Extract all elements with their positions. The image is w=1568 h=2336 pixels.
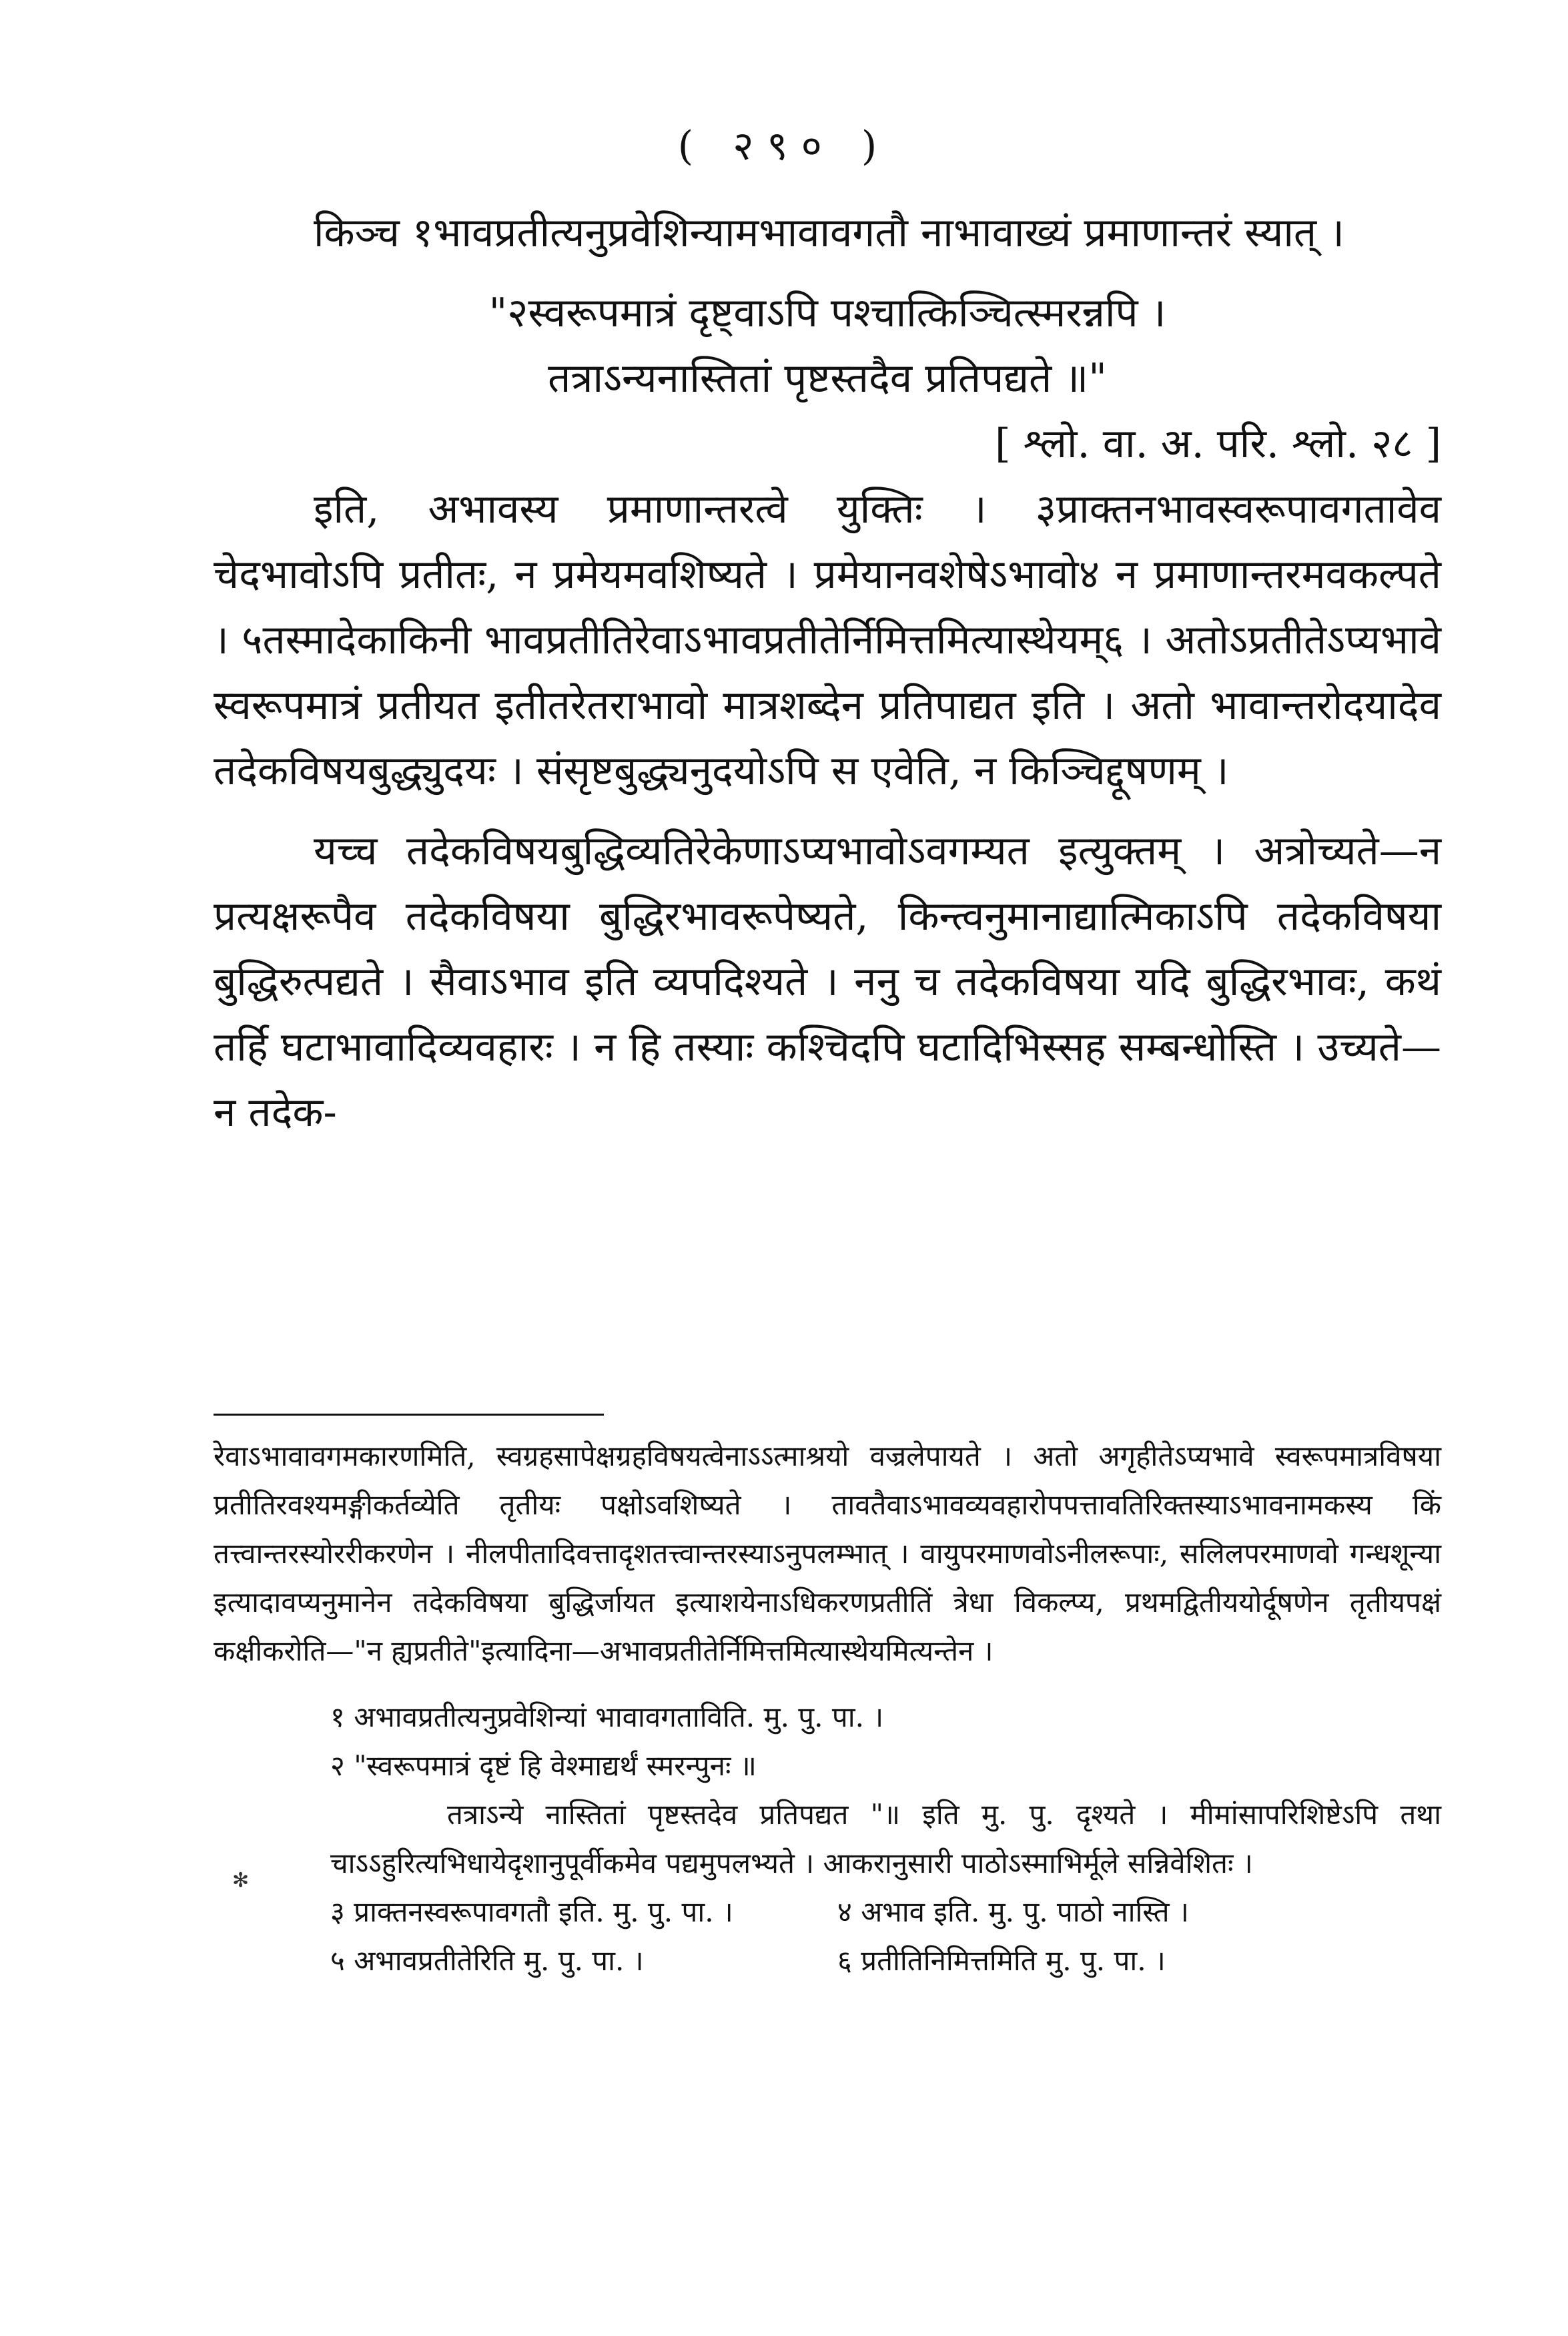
paragraph-2: इति, अभावस्य प्रमाणान्तरत्वे युक्तिः । ३प्राक्तनभावस्वरूपावगतावेव चेदभावोऽपि प्रतीतः, न प्रमेयमवशिष्यते । प्रमेयानवशेषेऽभावो४ न प्रमाणान्तरमवकल्पते । ५तस्मादेकाकिनी भावप्रतीतिरेवाऽभावप्रतीतेर्निमित्तमित्यास्थेयम्६ । अतोऽप्रतीतेऽप्यभावे स्वरूपमात्रं प्रतीयत इतीतरेतराभावो मात्रशब्देन प्रतिपाद्यत इति । अतो भावान्तरोदयादेव तदेकविषयबुद्ध्युदयः । संसृष्टबुद्ध्यनुदयोऽपि स एवेति, न किञ्चिद्दूषणम् । <box>214 486 1441 794</box>
footnote-6: ६ प्रतीतिनिमित्तमिति मु. पु. पा. । <box>837 1944 1166 1977</box>
paragraph-3: यच्च तदेकविषयबुद्धिव्यतिरेकेणाऽप्यभावोऽवगम्यत इत्युक्तम् । अत्रोच्यते—न प्रत्यक्षरूपैव तदेकविषया बुद्धिरभावरूपेष्यते, किन्त्वनुमानाद्यात्मिकाऽपि तदेकविषया बुद्धिरुत्पद्यते । सैवाऽभाव इति व्यपदिश्यते । ननु च तदेकविषया यदि बुद्धिरभावः, कथं तर्हि घटाभावादिव्यवहारः । न हि तस्याः कश्चिदपि घटादिभिस्सह सम्बन्धोस्ति । उच्यते—न तदेक- <box>214 828 1441 1136</box>
verse-citation: [ श्लो. वा. अ. परि. श्लो. २८ ] <box>995 420 1441 467</box>
paragraph-1: किञ्च १भावप्रतीत्यनुप्रवेशिन्यामभावावगतौ नाभावाख्यं प्रमाणान्तरं स्यात् । <box>314 210 1344 256</box>
ink-smudge-icon: ✻ <box>232 1869 250 1892</box>
footnote-5: ५ अभावप्रतीतेरिति मु. पु. पा. । <box>330 1944 644 1977</box>
commentary-continuation: रेवाऽभावावगमकारणमिति, स्वग्रहसापेक्षग्रहविषयत्वेनाऽऽत्माश्रयो वज्रलेपायते । अतो अगृहीतेऽप्यभावे स्वरूपमात्रविषया प्रतीतिरवश्यमङ्गीकर्तव्येति तृतीयः पक्षोऽवशिष्यते । तावतैवाऽभावव्यवहारोपपत्तावतिरिक्तस्याऽभावनामकस्य किं तत्त्वान्तरस्योररीकरणेन । नीलपीतादिवत्तादृशतत्त्वान्तरस्याऽनुपलम्भात् । वायुपरमाणवोऽनीलरूपाः, सलिलपरमाणवो गन्धशून्या इत्यादावप्यनुमानेन तदेकविषया बुद्धिर्जायत इत्याशयेनाऽधिकरणप्रतीतिं त्रेधा विकल्प्य, प्रथमद्वितीययोर्दूषणेन तृतीयपक्षं कक्षीकरोति—"न ह्यप्रतीते"इत्यादिना—अभावप्रतीतेर्निमित्तमित्यास्थेयमित्यन्तेन । <box>214 1440 1441 1667</box>
page-number: ( २९० ) <box>677 123 891 170</box>
footnote-2: २ "स्वरूपमात्रं दृष्टं हि वेश्माद्यर्थं स्मरन्पुनः ॥ <box>330 1749 757 1782</box>
footnote-row-3-4 <box>330 1887 1441 1936</box>
footnote-2-continuation: तत्राऽन्ये नास्तितां पृष्टस्तदेव प्रतिपद्यत "॥ इति मु. पु. दृश्यते । मीमांसापरिशिष्टेऽपि तथा चाऽऽहुरित्यभिधायेदृशानुपूर्वीकमेव पद्यमुपलभ्यते । आकरानुसारी पाठोऽस्माभिर्मूले सन्निवेशितः । <box>330 1798 1441 1879</box>
footnote-3: ३ प्राक्तनस्वरूपावगतौ इति. मु. पु. पा. । <box>330 1895 733 1928</box>
footnotes-section <box>214 1432 1441 1985</box>
verse-line-2: तत्राऽन्यनास्तितां पृष्टस्तदैव प्रतिपद्यते ॥" <box>548 355 1107 402</box>
main-text <box>214 200 1441 1145</box>
footnote-row-5-6 <box>330 1936 1441 1985</box>
footnote-divider <box>214 1414 604 1416</box>
verse-line-1: "२स्वरूपमात्रं दृष्ट्वाऽपि पश्चात्किञ्चित्स्मरन्नपि । <box>488 290 1166 336</box>
footnote-1: १ अभावप्रतीत्यनुप्रवेशिन्यां भावावगताविति. मु. पु. पा. । <box>330 1701 884 1733</box>
footnote-4: ४ अभाव इति. मु. पु. पाठो नास्ति । <box>837 1895 1189 1928</box>
